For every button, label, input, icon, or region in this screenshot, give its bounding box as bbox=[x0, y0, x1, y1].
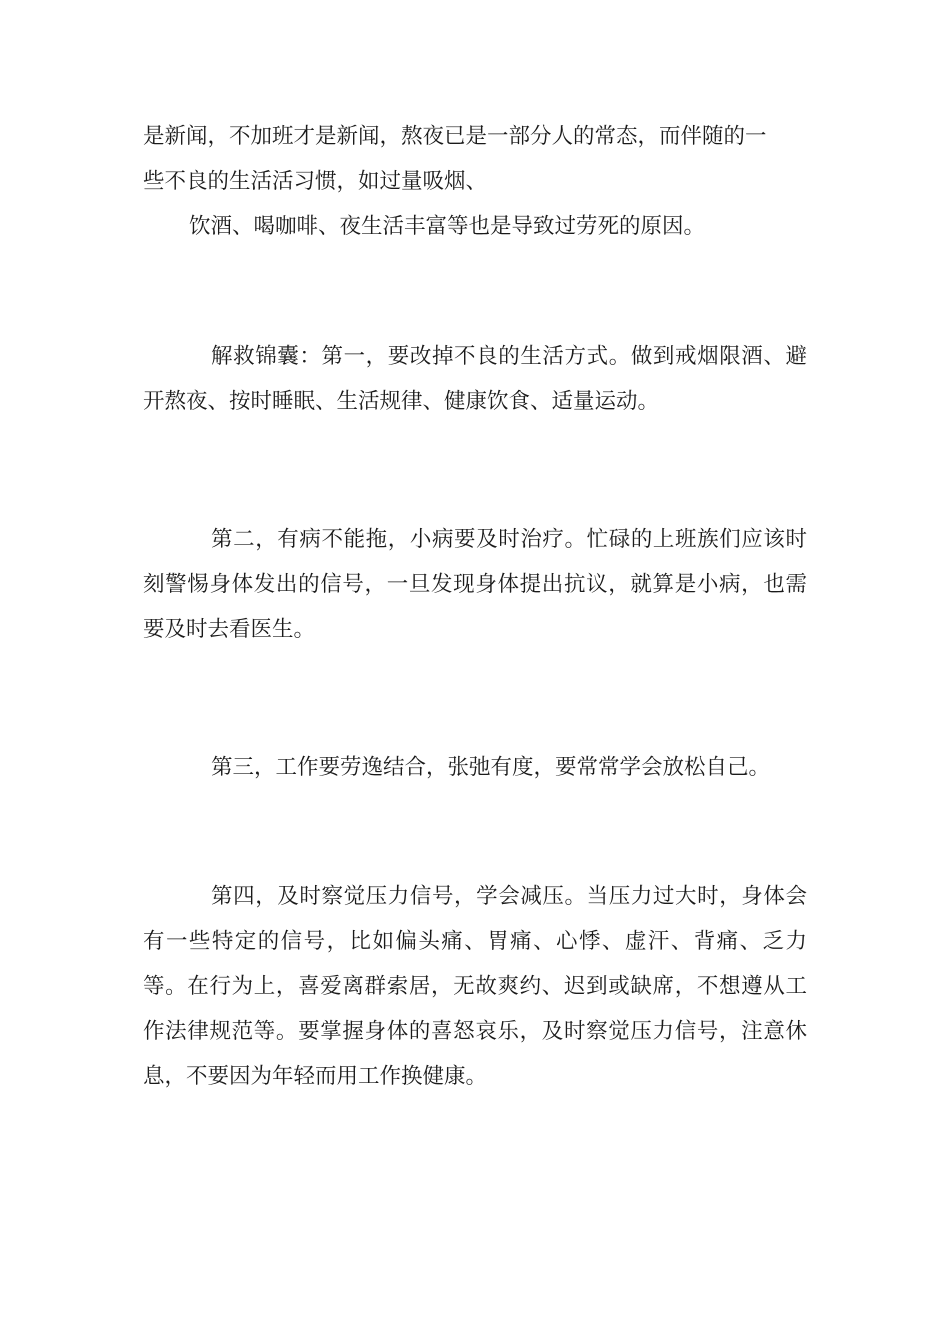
paragraph-remedy-second: 第二，有病不能拖，小病要及时治疗。忙碌的上班族们应该时刻警惕身体发出的信号，一旦发现身体提出抗议，就算是小病，也需要及时去看医生。 bbox=[143, 527, 807, 642]
paragraph-overwork-causes bbox=[143, 114, 807, 249]
paragraph-line: 饮酒、喝咖啡、夜生活丰富等也是导致过劳死的原因。 bbox=[189, 214, 706, 239]
paragraph-remedy-first: 解救锦囊：第一，要改掉不良的生活方式。做到戒烟限酒、避开熬夜、按时睡眠、生活规律、健康饮食、适量运动。 bbox=[143, 344, 807, 414]
paragraph-remedy-third: 第三，工作要劳逸结合，张弛有度，要常常学会放松自己。 bbox=[211, 755, 771, 780]
paragraph-remedy-fourth: 第四，及时察觉压力信号，学会减压。当压力过大时，身体会有一些特定的信号，比如偏头痛、胃痛、心悸、虚汗、背痛、乏力等。在行为上，喜爱离群索居，无故爽约、迟到或缺席，不想遵从工作法律规范等。要掌握身体的喜怒哀乐，及时察觉压力信号，注意休息，不要因为年轻而用工作换健康。 bbox=[143, 884, 807, 1089]
paragraph-line: 些不良的生活活习惯，如过量吸烟、 bbox=[143, 169, 488, 194]
paragraph-line: 是新闻，不加班才是新闻，熬夜已是一部分人的常态，而伴随的一 bbox=[143, 124, 767, 149]
